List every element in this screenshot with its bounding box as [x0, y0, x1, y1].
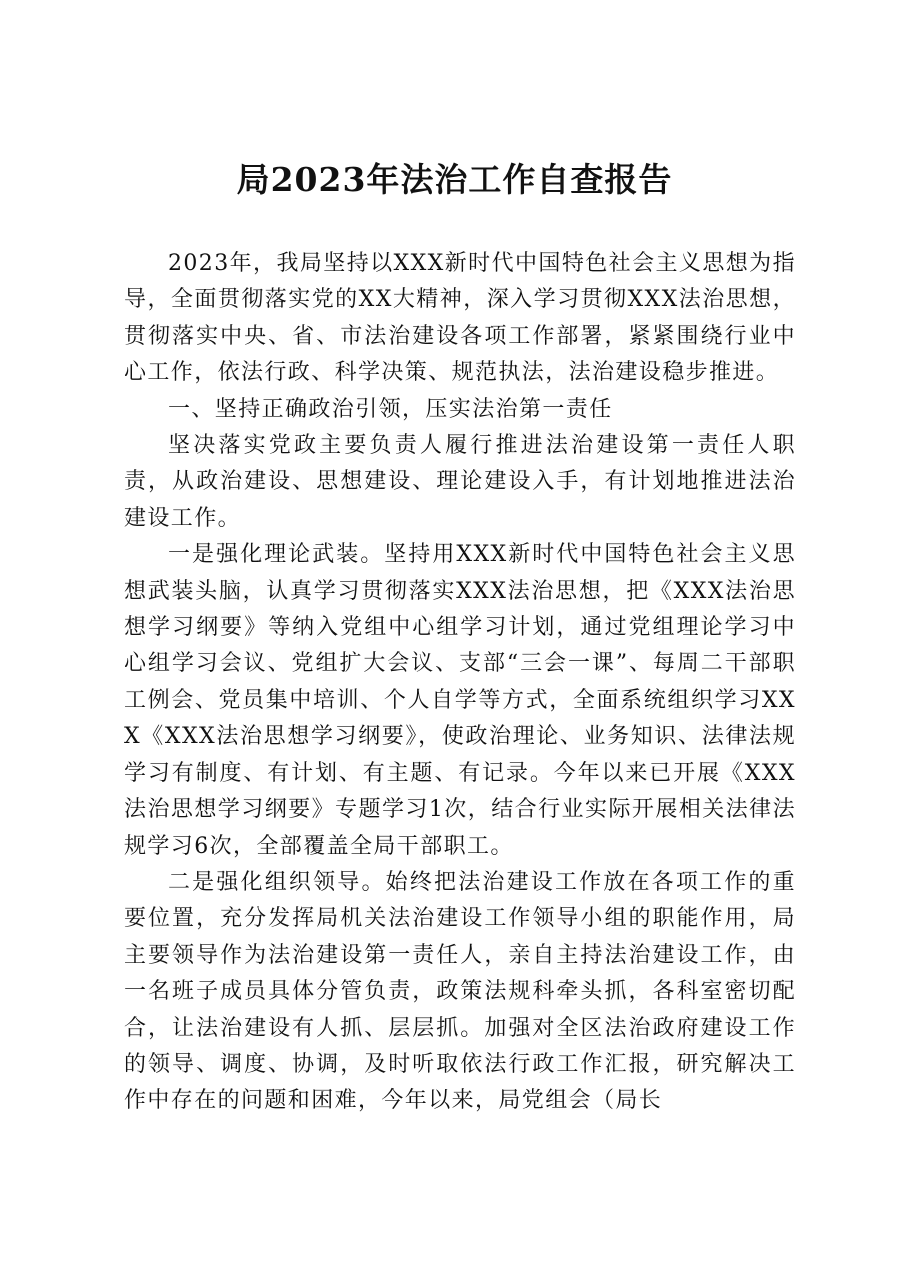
document-body [124, 246, 796, 1120]
organization-leadership-paragraph: 二是强化组织领导。始终把法治建设工作放在各项工作的重要位置，充分发挥局机关法治建设工作领导小组的职能作用，局主要领导作为法治建设第一责任人，亲自主持法治建设工作，由一名班子成员具体分管负责，政策法规科牵头抓，各科室密切配合，让法治建设有人抓、层层抓。加强对全区法治政府建设工作的领导、调度、协调，及时听取依法行政工作汇报，研究解决工作中存在的问题和困难，今年以来，局党组会（局长 [124, 869, 796, 1114]
intro-paragraph: 2023年，我局坚持以XXX新时代中国特色社会主义思想为指导，全面贯彻落实党的XX大精神，深入学习贯彻XXX法治思想，贯彻落实中央、省、市法治建设各项工作部署，紧紧围绕行业中心工作，依法行政、科学决策、规范执法，法治建设稳步推进。 [124, 251, 796, 386]
section-1-paragraph: 坚决落实党政主要负责人履行推进法治建设第一责任人职责，从政治建设、思想建设、理论建设入手，有计划地推进法治建设工作。 [124, 433, 796, 531]
section-heading-1: 一、坚持正确政治引领，压实法治第一责任 [168, 396, 613, 422]
document-title: 局2023年法治工作自查报告 [236, 160, 673, 199]
theory-study-paragraph: 一是强化理论武装。坚持用XXX新时代中国特色社会主义思想武装头脑，认真学习贯彻落实XXX法治思想，把《XXX法治思想学习纲要》等纳入党组中心组学习计划，通过党组理论学习中心组学习会议、党组扩大会议、支部“三会一课”、每周二干部职工例会、党员集中培训、个人自学等方式，全面系统组织学习XXX《XXX法治思想学习纲要》，使政治理论、业务知识、法律法规学习有制度、有计划、有主题、有记录。今年以来已开展《XXX法治思想学习纲要》专题学习1次，结合行业实际开展相关法律法规学习6次，全部覆盖全局干部职工。 [124, 542, 796, 859]
